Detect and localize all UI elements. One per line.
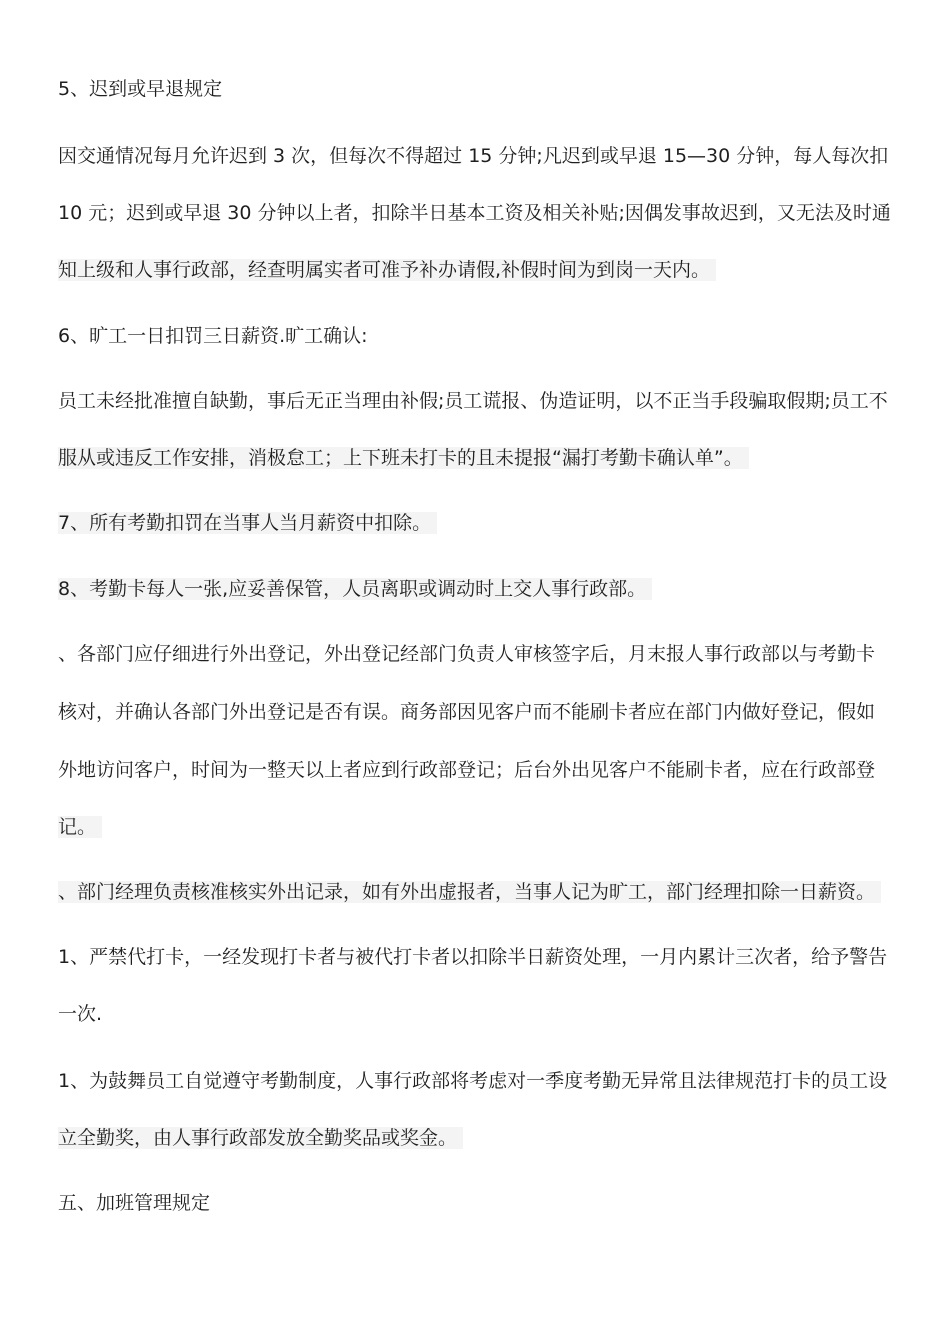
text-line: 立全勤奖，由人事行政部发放全勤奖品或奖金。 [58,1127,463,1149]
paragraph-line [58,510,437,536]
paragraph-line [58,257,716,283]
text-line: 员工未经批准擅自缺勤，事后无正当理由补假;员工谎报、伪造证明，以不正当手段骗取假期;员工不 [58,390,888,412]
paragraph-line [58,944,887,970]
paragraph-line [58,1125,463,1151]
text-line: 一次. [58,1003,103,1025]
text-line: 核对，并确认各部门外出登记是否有误。商务部因见客户而不能刷卡者应在部门内做好登记，假如 [58,701,876,723]
text-line: 记。 [58,816,102,838]
paragraph-line [58,879,881,905]
text-line: 、部门经理负责核准核实外出记录，如有外出虚报者，当事人记为旷工，部门经理扣除一日薪资。 [58,881,881,903]
paragraph-line [58,445,749,471]
text-line: 7、所有考勤扣罚在当事人当月薪资中扣除。 [58,512,437,534]
text-line: 服从或违反工作安排，消极怠工；上下班未打卡的且未提报“漏打考勤卡确认单”。 [58,447,749,469]
text-line: 、各部门应仔细进行外出登记，外出登记经部门负责人审核签字后，月末报人事行政部以与考勤卡 [58,643,876,665]
paragraph-line [58,388,888,414]
paragraph-line [58,814,102,840]
paragraph-line [58,641,875,667]
text-line: 五、加班管理规定 [58,1192,211,1214]
text-line: 1、严禁代打卡，一经发现打卡者与被代打卡者以扣除半日薪资处理，一月内累计三次者，给予警告 [58,946,888,968]
heading-late-early-rules [58,76,222,102]
text-line: 5、迟到或早退规定 [58,78,223,100]
text-line: 6、旷工一日扣罚三日薪资.旷工确认: [58,325,368,347]
heading-overtime-rules [58,1190,210,1216]
paragraph-line [58,1068,887,1094]
paragraph-line [58,699,875,725]
heading-absenteeism [58,323,368,349]
paragraph-line [58,200,891,226]
text-line: 外地访问客户，时间为一整天以上者应到行政部登记；后台外出见客户不能刷卡者，应在行政部登 [58,759,876,781]
paragraph-line [58,576,652,602]
paragraph-line [58,757,875,783]
paragraph-line [58,143,888,169]
text-line: 因交通情况每月允许迟到 3 次，但每次不得超过 15 分钟;凡迟到或早退 15—30 分钟，每人每次扣 [58,145,889,167]
text-line: 8、考勤卡每人一张,应妥善保管，人员离职或调动时上交人事行政部。 [58,578,652,600]
text-line: 1、为鼓舞员工自觉遵守考勤制度，人事行政部将考虑对一季度考勤无异常且法律规范打卡的员工设 [58,1070,888,1092]
text-line: 10 元；迟到或早退 30 分钟以上者，扣除半日基本工资及相关补贴;因偶发事故迟到，又无法及时通 [58,202,891,224]
paragraph-line [58,1001,102,1027]
text-line: 知上级和人事行政部，经查明属实者可准予补办请假,补假时间为到岗一天内。 [58,259,716,281]
